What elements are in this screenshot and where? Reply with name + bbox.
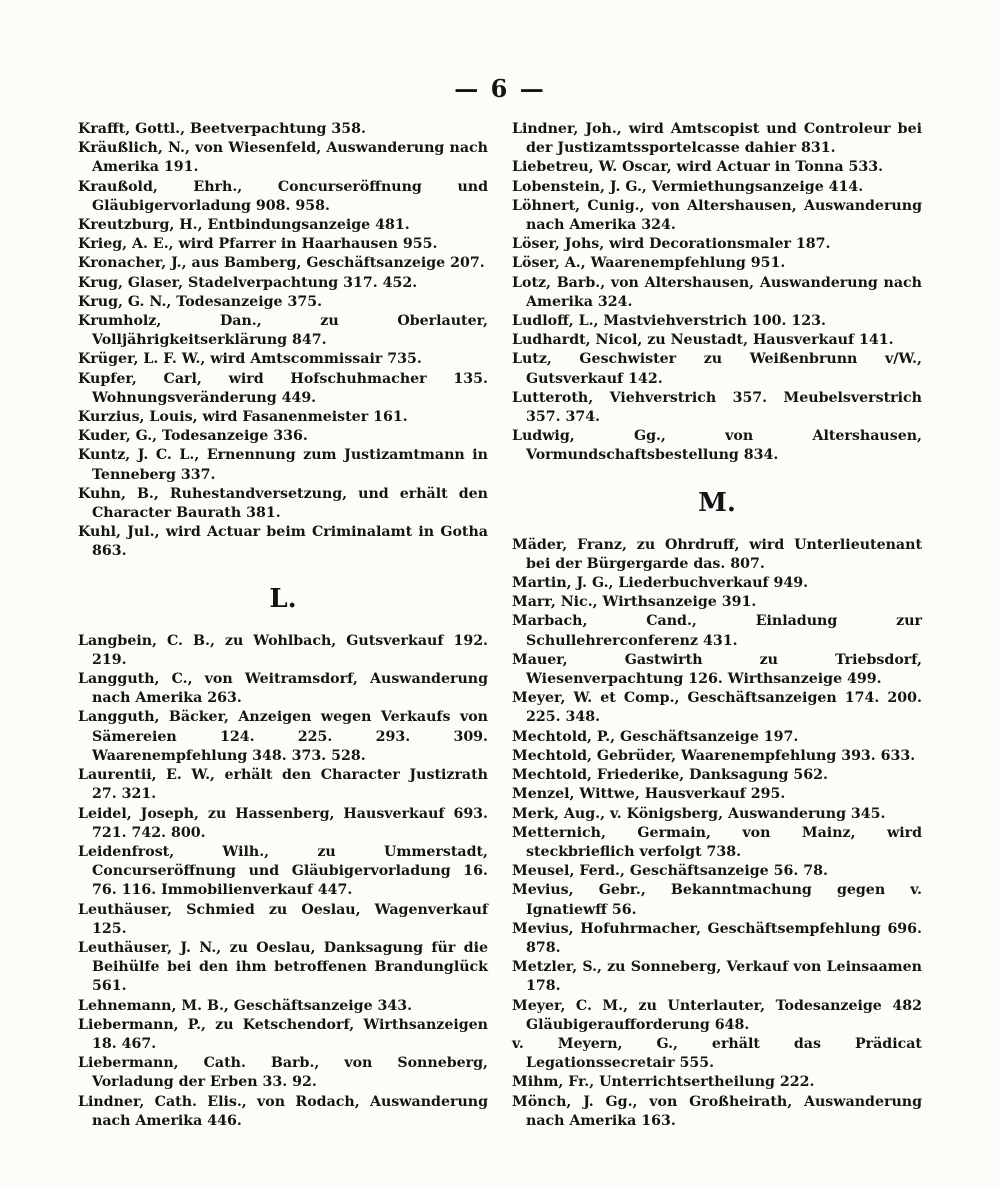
- index-entry: Lotz, Barb., von Altershausen, Auswanderung nach Amerika 324.: [512, 274, 922, 310]
- index-entry: Mechtold, P., Geschäftsanzeige 197.: [512, 728, 799, 745]
- index-entry: Kuntz, J. C. L., Ernennung zum Justizamtmann in Tenneberg 337.: [78, 447, 488, 483]
- index-entry: Lobenstein, J. G., Vermiethungsanzeige 414.: [512, 178, 864, 195]
- section-heading-l: L.: [269, 583, 297, 614]
- index-entry: Mönch, J. Gg., von Großheirath, Auswanderung nach Amerika 163.: [512, 1093, 922, 1129]
- index-entry: Leidenfrost, Wilh., zu Ummerstadt, Concurseröffnung und Gläubigervorladung 16. 76. 116. Immobilienverkauf 447.: [78, 843, 488, 899]
- index-entry: Mauer, Gastwirth zu Triebsdorf, Wiesenverpachtung 126. Wirthsanzeige 499.: [512, 651, 922, 688]
- index-entry: Löser, A., Waarenempfehlung 951.: [512, 255, 786, 272]
- index-entry: Mevius, Hofuhrmacher, Geschäftsempfehlung 696. 878.: [512, 920, 922, 956]
- index-entry: Lutz, Geschwister zu Weißenbrunn v/W., Gutsverkauf 142.: [512, 351, 922, 387]
- page-number: — 6 —: [454, 74, 546, 103]
- index-entry: Leidel, Joseph, zu Hassenberg, Hausverkauf 693. 721. 742. 800.: [78, 805, 488, 841]
- index-entry: Lutteroth, Viehverstrich 357. Meubelsverstrich 357. 374.: [512, 389, 922, 426]
- index-entry: Lindner, Cath. Elis., von Rodach, Auswanderung nach Amerika 446.: [78, 1093, 488, 1129]
- index-entry: Mechtold, Friederike, Danksagung 562.: [512, 767, 828, 784]
- index-entry: Löhnert, Cunig., von Altershausen, Auswanderung nach Amerika 324.: [512, 197, 922, 234]
- index-entry: Metternich, Germain, von Mainz, wird steckbrieflich verfolgt 738.: [512, 824, 922, 860]
- index-entry: Mäder, Franz, zu Ohrdruff, wird Unterlieutenant bei der Bürgergarde das. 807.: [512, 536, 922, 572]
- left-entries-l: [78, 632, 488, 1131]
- index-entry: Marbach, Cand., Einladung zur Schullehrerconferenz 431.: [512, 613, 922, 649]
- index-entry: Leuthäuser, J. N., zu Oeslau, Danksagung für die Beihülfe bei den ihm betroffenen Brandunglück 561.: [78, 939, 488, 995]
- right-entries-m: [512, 536, 922, 1131]
- index-entry: Kurzius, Louis, wird Fasanenmeister 161.: [78, 409, 408, 426]
- index-entry: Krug, G. N., Todesanzeige 375.: [78, 293, 323, 310]
- index-entry: Kuhl, Jul., wird Actuar beim Criminalamt in Gotha 863.: [78, 524, 488, 560]
- right-entries-l: [512, 120, 922, 466]
- index-entry: Mechtold, Gebrüder, Waarenempfehlung 393. 633.: [512, 747, 916, 764]
- left-column: [78, 120, 488, 1131]
- index-entry: Kuder, G., Todesanzeige 336.: [78, 428, 308, 445]
- index-entry: Ludhardt, Nicol, zu Neustadt, Hausverkauf 141.: [512, 332, 894, 349]
- index-entry: Merk, Aug., v. Königsberg, Auswanderung 345.: [512, 805, 886, 822]
- index-entry: Liebermann, P., zu Ketschendorf, Wirthsanzeigen 18. 467.: [78, 1016, 488, 1052]
- index-entry: Meyer, C. M., zu Unterlauter, Todesanzeige 482 Gläubigeraufforderung 648.: [512, 997, 922, 1033]
- index-entry: Krieg, A. E., wird Pfarrer in Haarhausen 955.: [78, 236, 438, 253]
- index-entry: Mevius, Gebr., Bekanntmachung gegen v. Ignatiewff 56.: [512, 882, 922, 918]
- index-entry: Laurentii, E. W., erhält den Character Justizrath 27. 321.: [78, 767, 488, 803]
- section-heading-m: M.: [698, 487, 736, 518]
- index-entry: Leuthäuser, Schmied zu Oeslau, Wagenverkauf 125.: [78, 901, 488, 937]
- index-entry: Menzel, Wittwe, Hausverkauf 295.: [512, 786, 786, 803]
- index-entry: Marr, Nic., Wirthsanzeige 391.: [512, 594, 757, 611]
- index-entry: Kupfer, Carl, wird Hofschuhmacher 135. Wohnungsveränderung 449.: [78, 370, 488, 406]
- index-entry: Lehnemann, M. B., Geschäftsanzeige 343.: [78, 997, 413, 1014]
- index-entry: Löser, Johs, wird Decorationsmaler 187.: [512, 236, 831, 253]
- index-entry: Mihm, Fr., Unterrichtsertheilung 222.: [512, 1074, 815, 1091]
- index-entry: Kräußlich, N., von Wiesenfeld, Auswanderung nach Amerika 191.: [78, 140, 488, 176]
- index-entry: Langguth, C., von Weitramsdorf, Auswanderung nach Amerika 263.: [78, 671, 488, 707]
- index-entry: Kronacher, J., aus Bamberg, Geschäftsanzeige 207.: [78, 255, 485, 272]
- index-entry: Krüger, L. F. W., wird Amtscommissair 735.: [78, 351, 422, 368]
- index-entry: Ludwig, Gg., von Altershausen, Vormundschaftsbestellung 834.: [512, 428, 922, 464]
- index-entry: Lindner, Joh., wird Amtscopist und Controleur bei der Justizamtssportelcasse dahier 831.: [512, 121, 922, 157]
- index-entry: Kuhn, B., Ruhestandversetzung, und erhält den Character Baurath 381.: [78, 485, 488, 522]
- index-entry: Langbein, C. B., zu Wohlbach, Gutsverkauf 192. 219.: [78, 632, 488, 668]
- index-entry: Kraußold, Ehrh., Concurseröffnung und Gläubigervorladung 908. 958.: [78, 178, 488, 214]
- index-entry: Krug, Glaser, Stadelverpachtung 317. 452.: [78, 274, 418, 291]
- index-entry: Meusel, Ferd., Geschäftsanzeige 56. 78.: [512, 863, 828, 880]
- index-entry: Liebetreu, W. Oscar, wird Actuar in Tonna 533.: [512, 159, 884, 176]
- index-entry: v. Meyern, G., erhält das Prädicat Legationssecretair 555.: [512, 1035, 922, 1072]
- index-entry: Metzler, S., zu Sonneberg, Verkauf von Leinsaamen 178.: [512, 959, 922, 995]
- index-entry: Meyer, W. et Comp., Geschäftsanzeigen 174. 200. 225. 348.: [512, 690, 922, 726]
- index-entry: Ludloff, L., Mastviehverstrich 100. 123.: [512, 313, 826, 330]
- index-entry: Martin, J. G., Liederbuchverkauf 949.: [512, 575, 809, 592]
- left-entries-k: [78, 120, 488, 562]
- index-entry: Langguth, Bäcker, Anzeigen wegen Verkaufs von Sämereien 124. 225. 293. 309. Waarenempfehlung 348. 373. 528.: [78, 709, 488, 764]
- index-entry: Krafft, Gottl., Beetverpachtung 358.: [78, 121, 366, 137]
- right-column: [512, 120, 922, 1131]
- index-entry: Liebermann, Cath. Barb., von Sonneberg, Vorladung der Erben 33. 92.: [78, 1055, 488, 1091]
- index-entry: Krumholz, Dan., zu Oberlauter, Volljährigkeitserklärung 847.: [78, 313, 488, 349]
- index-entry: Kreutzburg, H., Entbindungsanzeige 481.: [78, 217, 410, 234]
